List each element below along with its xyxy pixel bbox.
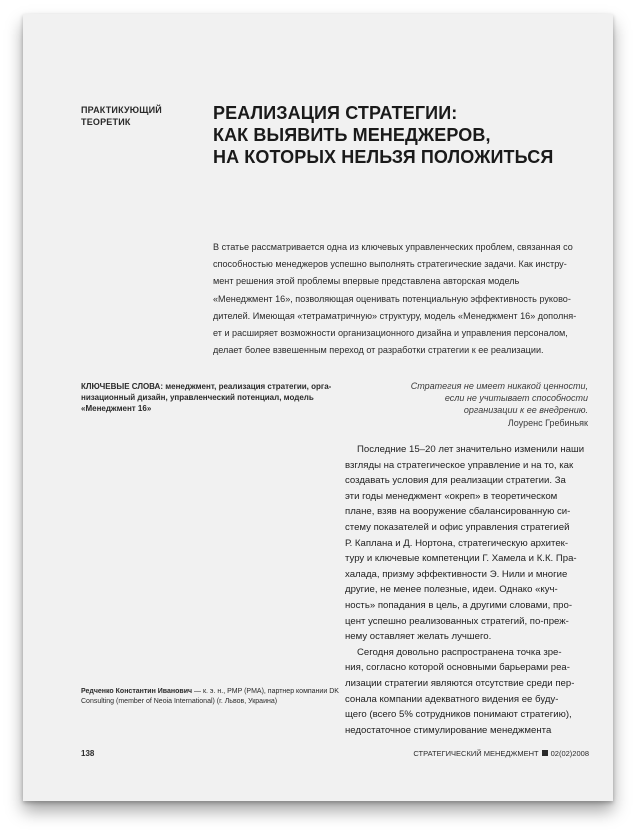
body-line: стему показателей и офис управления стратегией — [345, 521, 570, 533]
body-line: другие, не менее полезные, идеи. Однако «куч- — [345, 584, 558, 596]
body-line: ность» попадания в цель, а другими словами, про- — [345, 599, 573, 611]
epigraph-line: Стратегия не имеет никакой ценности, — [410, 381, 588, 391]
body-line: нему оставляет желать лучшего. — [345, 631, 492, 643]
journal-name: СТРАТЕГИЧЕСКИЙ МЕНЕДЖМЕНТ — [413, 749, 539, 758]
section-rubric — [81, 104, 201, 128]
epigraph-author: Лоуренс Гребиньяк — [507, 417, 588, 428]
body-line: лизации стратегии являются отсутствие среди пер- — [345, 677, 575, 689]
author-note — [81, 687, 339, 707]
body-line: Сегодня довольно распространена точка зре- — [357, 646, 562, 658]
journal-footer — [413, 749, 589, 758]
author-credentials: — к. э. н., PMP (PMA), партнер компании DK — [192, 688, 339, 695]
rubric-line: ПРАКТИКУЮЩИЙ — [81, 105, 162, 115]
epigraph-line: если не учитывает способности — [444, 393, 588, 404]
body-line: Последние 15–20 лет значительно изменили наши — [357, 444, 585, 455]
body-line: туру и ключевые компетенции Г. Хамела и К.К. Пра- — [345, 553, 577, 565]
body-line: создавать условия для реализации стратегии. За — [345, 475, 566, 487]
body-line: цент успешно реализованных стратегий, по-преж- — [345, 615, 569, 627]
body-line: Р. Каплана и Д. Нортона, стратегическую архитек- — [345, 537, 569, 549]
body-line: халада, призму эффективности Э. Нили и многие — [345, 568, 568, 580]
epigraph — [353, 380, 588, 429]
page-number: 138 — [81, 749, 95, 758]
journal-page — [23, 14, 613, 801]
abstract-line: В статье рассматривается одна из ключевых управленческих проблем, связанная со — [213, 242, 573, 252]
abstract-line: делает более взвешенным переход от разработки стратегии к ее реализации. — [213, 345, 544, 356]
keywords-line: низационный дизайн, управленческий потенциал, модель — [81, 393, 314, 402]
abstract-line: дителей. Имеющая «тетраматричную» структуру, модель «Менеджмент 16» дополня- — [213, 310, 577, 321]
body-line: сонала компании адекватного видения ее буду- — [345, 693, 559, 705]
abstract-line: способностью менеджеров успешно выполнять стратегические задачи. Как инстру- — [213, 259, 567, 270]
body-line: недостаточное стимулирование менеджмента — [345, 724, 552, 736]
abstract — [213, 239, 588, 359]
abstract-line: «Менеджмент 16», позволяющая оценивать потенциальную эффективность руково- — [213, 293, 571, 304]
body-line: взгляды на стратегическое управление и на то, как — [345, 459, 574, 471]
title-line: РЕАЛИЗАЦИЯ СТРАТЕГИИ: — [213, 103, 458, 123]
body-line: плане, взяв на вооружение сбалансированную си- — [345, 506, 571, 518]
keywords — [81, 381, 341, 414]
body-text — [345, 442, 591, 738]
author-note-line: Consulting (member of Neoia International) (г. Львов, Украина) — [81, 698, 278, 705]
body-line: ния, согласно которой основными барьерами реа- — [345, 662, 570, 674]
abstract-line: мент решения этой проблемы впервые представлена авторская модель — [213, 276, 520, 287]
author-name: Редченко Константин Иванович — [81, 688, 193, 695]
abstract-line: ет и расширяет возможности организационного дизайна и управления персоналом, — [213, 328, 568, 339]
body-line: эти годы менеджмент «окреп» в теоретическом — [345, 490, 558, 502]
epigraph-line: организации к ее внедрению. — [463, 405, 588, 416]
body-line: щего (всего 5% сотрудников понимают стратегию), — [345, 709, 572, 721]
rubric-line: ТЕОРЕТИК — [81, 117, 131, 127]
title-line: НА КОТОРЫХ НЕЛЬЗЯ ПОЛОЖИТЬСЯ — [213, 147, 554, 167]
title-line: КАК ВЫЯВИТЬ МЕНЕДЖЕРОВ, — [213, 125, 491, 145]
article-title — [213, 102, 593, 168]
keywords-line: «Менеджмент 16» — [81, 404, 152, 413]
journal-issue: 02(02)2008 — [550, 749, 589, 758]
author-note-line — [81, 687, 339, 697]
square-bullet-icon — [542, 750, 548, 756]
keywords-line: КЛЮЧЕВЫЕ СЛОВА: менеджмент, реализация стратегии, орга- — [81, 382, 332, 391]
